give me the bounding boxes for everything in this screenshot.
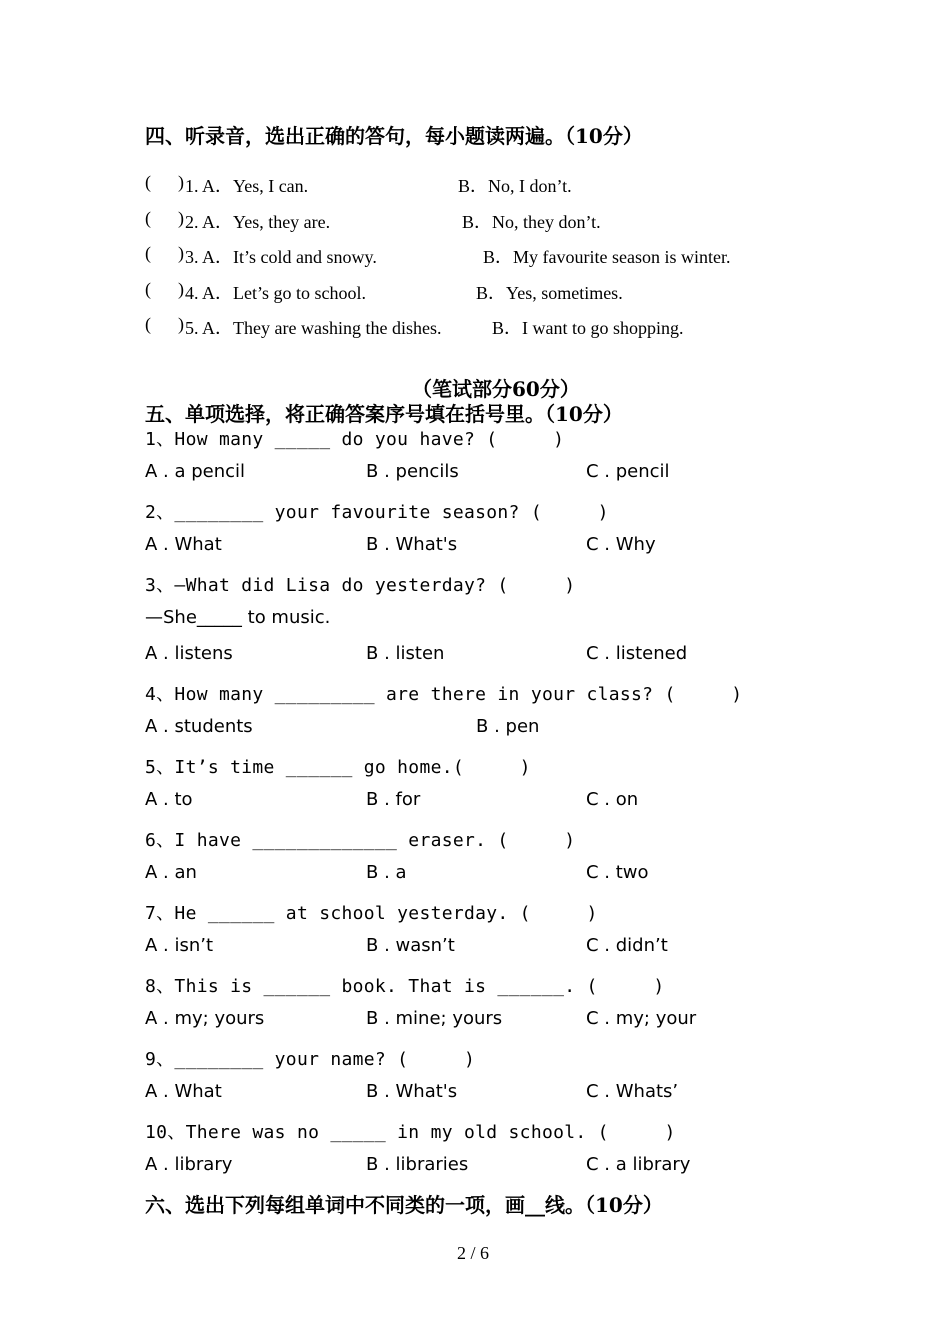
listening-option-a: 5. A．They are washing the dishes. bbox=[185, 318, 442, 338]
option-c: C . didn’t bbox=[586, 935, 668, 956]
classify-section-heading: 六、选出下列每组单词中不同类的一项，画__线。（10分） bbox=[145, 1193, 663, 1217]
listening-option-b: B．I want to go shopping. bbox=[492, 318, 684, 338]
page-number: 2 / 6 bbox=[457, 1243, 490, 1263]
option-c: C . listened bbox=[586, 643, 688, 664]
question-stem: 8、This is ______ book. That is ______. ( ) bbox=[145, 976, 665, 997]
option-b: B . libraries bbox=[366, 1154, 469, 1175]
answer-blank: ( ) bbox=[145, 279, 184, 299]
option-a: A . a pencil bbox=[145, 461, 246, 482]
listening-option-b: B．No, they don’t. bbox=[462, 212, 601, 232]
question-stem: 1、How many _____ do you have? ( ) bbox=[145, 429, 565, 450]
question-stem: 9、________ your name? ( ) bbox=[145, 1049, 476, 1070]
option-b: B . a bbox=[366, 862, 407, 883]
listening-option-b: B．My favourite season is winter. bbox=[483, 247, 731, 267]
choice-section-heading: 五、单项选择，将正确答案序号填在括号里。（10分） bbox=[145, 402, 623, 426]
option-c: C . Whats’ bbox=[586, 1081, 679, 1102]
option-a: A . What bbox=[145, 534, 222, 555]
answer-blank: ( ) bbox=[145, 208, 184, 228]
listening-section-heading: 四、听录音，选出正确的答句，每小题读两遍。（10分） bbox=[145, 124, 643, 148]
option-c: C . pencil bbox=[586, 461, 670, 482]
question-stem: 3、—What did Lisa do yesterday? ( ) bbox=[145, 575, 576, 596]
listening-option-a: 3. A．It’s cold and snowy. bbox=[185, 247, 377, 267]
question-stem: 4、How many _________ are there in your class? ( ) bbox=[145, 684, 743, 705]
listening-option-b: B．Yes, sometimes. bbox=[476, 283, 623, 303]
answer-blank: ( ) bbox=[145, 243, 184, 263]
option-a: A . What bbox=[145, 1081, 222, 1102]
option-b: B . What's bbox=[366, 534, 458, 555]
option-b: B . for bbox=[366, 789, 421, 810]
option-a: A . listens bbox=[145, 643, 233, 664]
listening-option-a: 1. A．Yes, I can. bbox=[185, 176, 309, 196]
written-part-title: （笔试部分60分） bbox=[412, 377, 580, 401]
question-stem: 7、He ______ at school yesterday. ( ) bbox=[145, 903, 598, 924]
question-stem: 5、It’s time ______ go home.( ) bbox=[145, 757, 531, 778]
question-stem: 6、I have _____________ eraser. ( ) bbox=[145, 830, 576, 851]
option-b: B . mine; yours bbox=[366, 1008, 503, 1029]
option-a: A . my; yours bbox=[145, 1008, 265, 1029]
answer-blank: ( ) bbox=[145, 172, 184, 192]
option-b: B . pen bbox=[476, 716, 540, 737]
option-c: C . Why bbox=[586, 534, 656, 555]
listening-option-b: B．No, I don’t. bbox=[458, 176, 572, 196]
option-c: C . my; your bbox=[586, 1008, 697, 1029]
listening-option-a: 2. A．Yes, they are. bbox=[185, 212, 331, 232]
option-b: B . wasn’t bbox=[366, 935, 455, 956]
option-a: A . an bbox=[145, 862, 197, 883]
option-a: A . library bbox=[145, 1154, 233, 1175]
option-b: B . pencils bbox=[366, 461, 459, 482]
option-c: C . on bbox=[586, 789, 639, 810]
option-c: C . a library bbox=[586, 1154, 691, 1175]
option-a: A . isn’t bbox=[145, 935, 214, 956]
question-subline: —She_____ to music. bbox=[145, 607, 331, 628]
question-stem: 2、________ your favourite season? ( ) bbox=[145, 502, 609, 523]
answer-blank: ( ) bbox=[145, 314, 184, 334]
listening-option-a: 4. A．Let’s go to school. bbox=[185, 283, 366, 303]
question-stem: 10、There was no _____ in my old school. ( ) bbox=[145, 1122, 676, 1143]
option-b: B . What's bbox=[366, 1081, 458, 1102]
option-a: A . to bbox=[145, 789, 193, 810]
option-a: A . students bbox=[145, 716, 253, 737]
option-c: C . two bbox=[586, 862, 649, 883]
option-b: B . listen bbox=[366, 643, 445, 664]
